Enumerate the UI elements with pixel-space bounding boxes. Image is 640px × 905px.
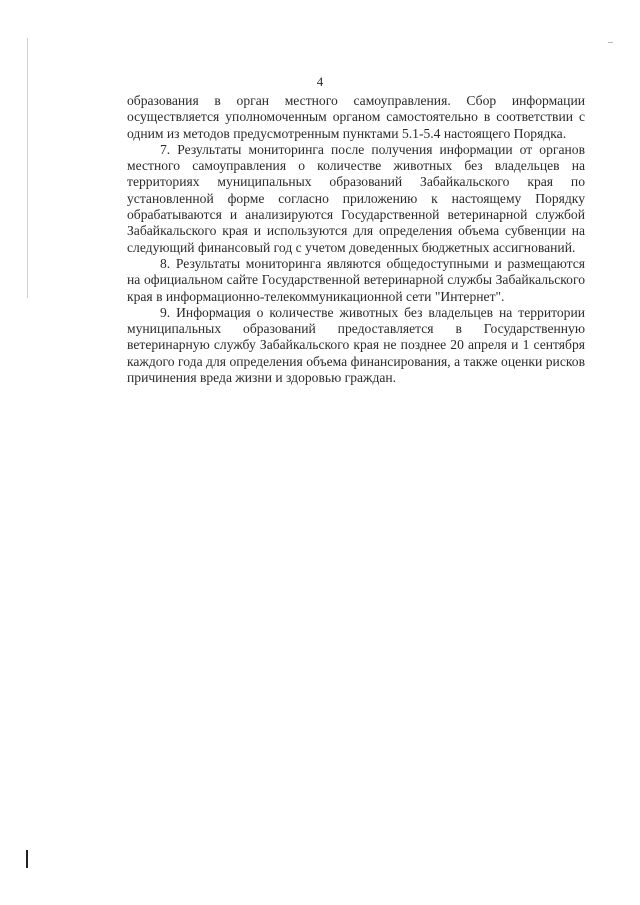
document-body <box>127 93 585 386</box>
page-number: 4 <box>316 74 324 89</box>
paragraph-continuation: образования в орган местного самоуправления. Сбор информации осуществляется уполномоченным органом самостоятельно в соответствии с одним из методов предусмотренным пунктами 5.1-5.4 настоящего Порядка. <box>127 93 585 141</box>
paragraph-7: 7. Результаты мониторинга после получения информации от органов местного самоуправления о количестве животных без владельцев на территориях муниципальных образований Забайкальского края по установленной форме согласно приложению к настоящему Порядку обрабатываются и анализируются Государственной ветеринарной службой Забайкальского края и используются для определения объема субвенции на следующий финансовый год с учетом доведенных бюджетных ассигнований. <box>127 141 585 255</box>
paragraph-8: 8. Результаты мониторинга являются общедоступными и размещаются на официальном сайте Государственной ветеринарной службы Забайкальского края в информационно-телекоммуникационной сети "Интернет". <box>127 255 585 304</box>
paragraph-9: 9. Информация о количестве животных без владельцев на территории муниципальных образований предоставляется в Государственную ветеринарную службу Забайкальского края не позднее 20 апреля и 1 сентября каждого года для определения объема финансирования, а также оценки рисков причинения вреда жизни и здоровью граждан. <box>127 304 585 386</box>
scan-edge-mark-bottom <box>26 850 28 868</box>
scan-speck <box>608 42 613 43</box>
